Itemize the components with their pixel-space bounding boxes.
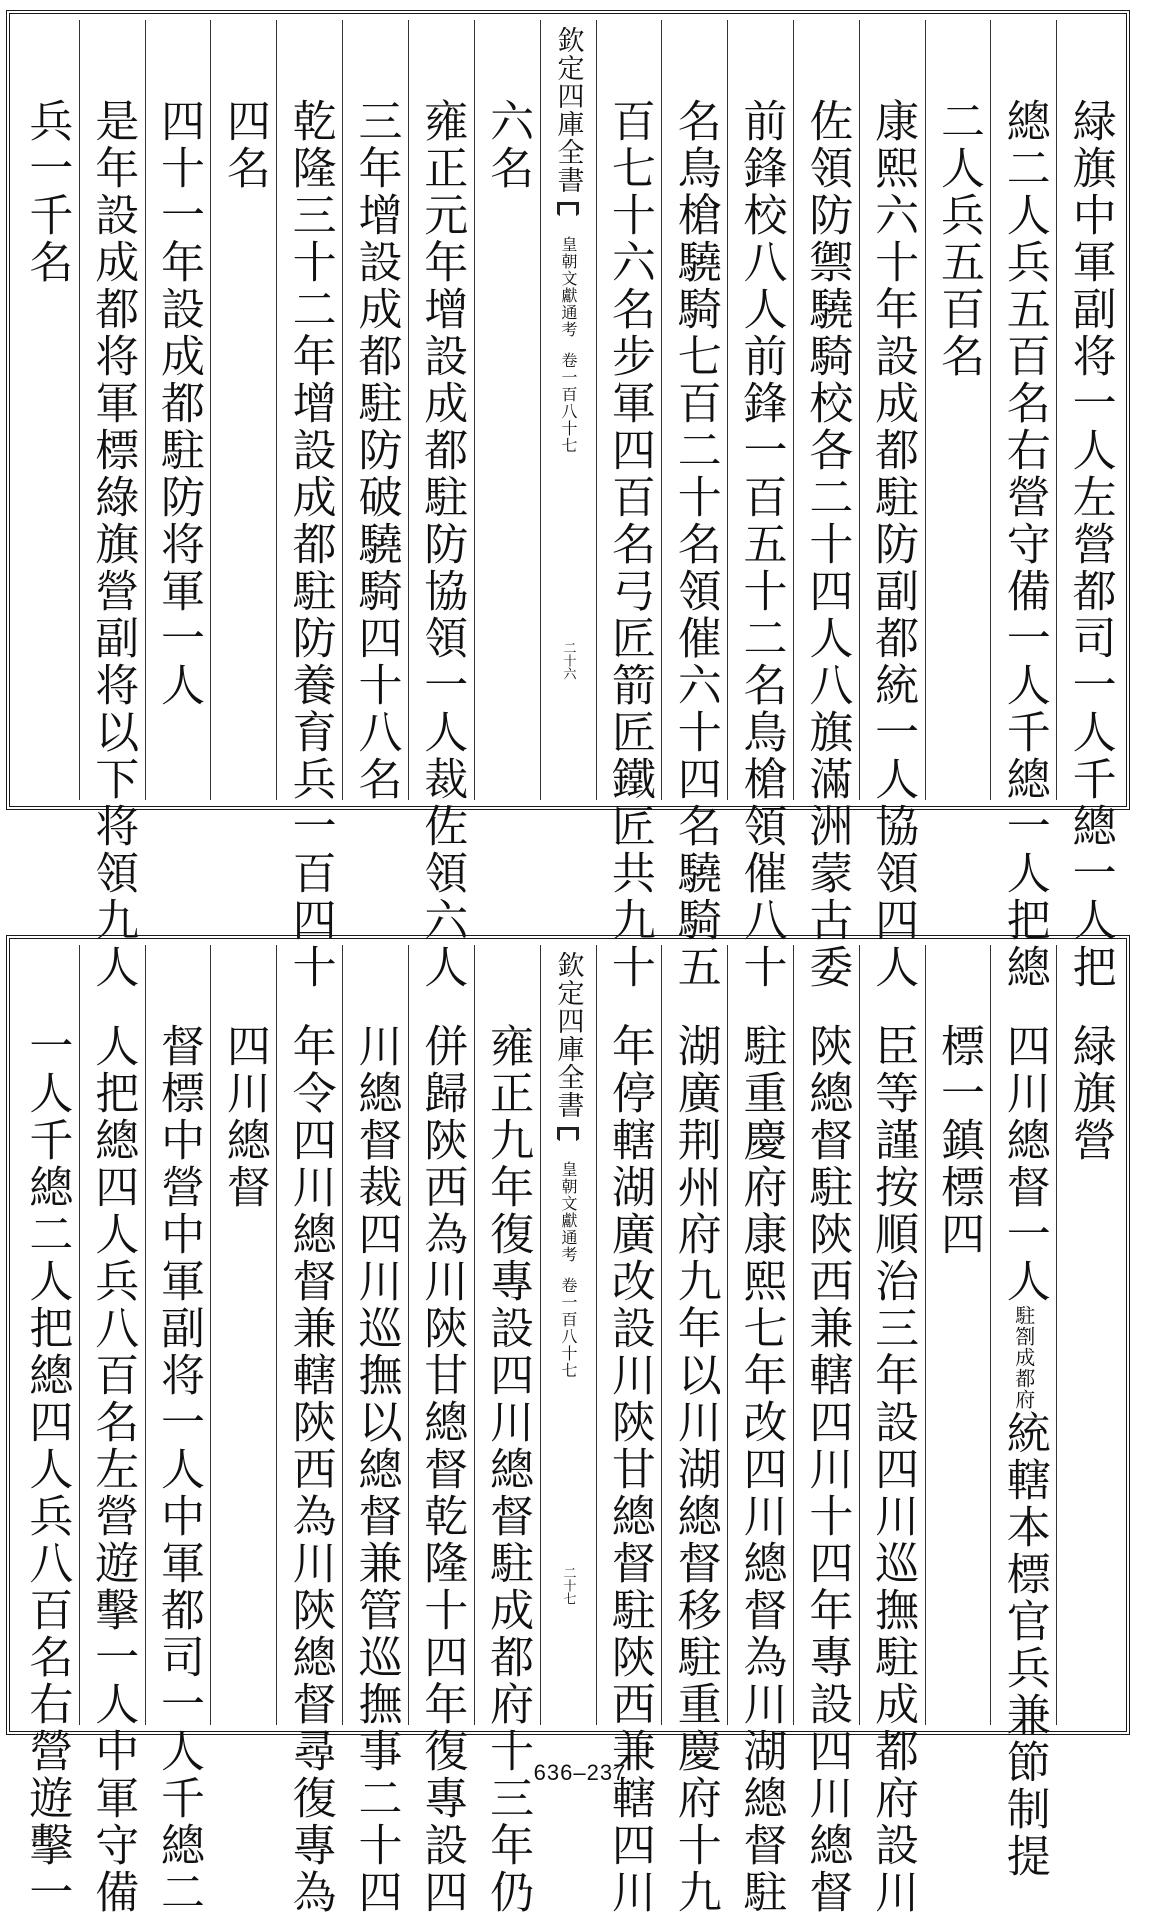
text-column [210, 945, 276, 1725]
column-text: 雍正元年增設成都駐防協領一人裁佐領六人 [416, 98, 468, 991]
upper-page [6, 10, 1130, 991]
column-text: 標一鎮標四 [932, 1023, 984, 1258]
text-column [661, 945, 727, 1916]
center-fold [540, 945, 596, 1725]
column-text: 前鋒校八人前鋒一百五十二名鳥槍領催八十 [735, 98, 787, 991]
text-column [342, 945, 408, 1916]
column-text-tail: 統轄本標官兵兼節制提 [998, 1410, 1050, 1880]
column-text: 是年設成都将軍標綠旗營副将以下将領九人 [87, 98, 139, 991]
column-text: 乾隆三十二年增設成都駐防養育兵一百四十 [284, 98, 336, 991]
column-text: 二人兵五百名 [932, 98, 984, 380]
section-heading: 緑旗營 [1064, 1023, 1116, 1164]
text-column [596, 945, 662, 1916]
text-column [990, 20, 1056, 991]
text-column [408, 20, 474, 991]
text-column [145, 945, 211, 1916]
column-text: 總二人兵五百名右營守備一人千總一人把總 [998, 98, 1050, 991]
text-column [990, 945, 1056, 1880]
text-column [342, 20, 408, 803]
column-text-main: 四川總督一人 [998, 1023, 1050, 1305]
text-columns [14, 20, 1122, 991]
column-text: 陝總督駐陝西兼轄四川十四年專設四川總督 [801, 1023, 853, 1916]
column-text: 一人千總二人把總四人兵八百名右營遊擊一 [21, 1023, 73, 1916]
text-column [408, 945, 474, 1916]
column-text: 督標中營中軍副将一人中軍都司一人千總二 [153, 1023, 205, 1916]
page-footer-number: 636–237 [533, 1760, 627, 1785]
column-text: 年停轄湖廣改設川陝甘總督駐陝西兼轄四川 [603, 1023, 655, 1916]
text-column [793, 20, 859, 991]
text-column [661, 20, 727, 991]
fish-tail-mark-icon [553, 202, 583, 222]
volume-number: 卷一百八十七 [559, 352, 578, 454]
column-text: 四名 [218, 98, 270, 192]
text-column [925, 945, 991, 1725]
text-column [474, 20, 540, 800]
text-column [79, 20, 145, 991]
column-text: 六名 [482, 98, 534, 192]
column-text: 臣等謹按順治三年設四川巡撫駐成都府設川 [867, 1023, 919, 1916]
column-text: 駐重慶府康熙七年改四川總督為川湖總督駐 [735, 1023, 787, 1916]
column-text: 年令四川總督兼轄陝西為川陝總督尋復專為 [284, 1023, 336, 1916]
text-column [1056, 945, 1122, 1725]
column-text: 緑旗中軍副将一人左營都司一人千總一人把 [1064, 98, 1116, 991]
column-text: 雍正九年復專設四川總督駐成都府十三年仍 [482, 1023, 534, 1916]
fish-tail-mark-icon [553, 1127, 583, 1147]
text-column [1056, 20, 1122, 991]
column-text: 佐領防禦驍騎校各二十四人八旗滿洲蒙古委 [801, 98, 853, 991]
text-column [727, 945, 793, 1916]
column-text [998, 1023, 1050, 1880]
text-column [276, 20, 342, 991]
text-column [14, 20, 79, 800]
column-text: 湖廣荆州府九年以川湖總督移駐重慶府十九 [669, 1023, 721, 1916]
column-text: 康熙六十年設成都駐防副都統一人協領四人 [867, 98, 919, 991]
column-text: 四十一年設成都駐防将軍一人 [153, 98, 205, 709]
column-text: 川總督裁四川巡撫以總督兼管巡撫事二十四 [350, 1023, 402, 1916]
book-title: 欽定四庫全書 [552, 951, 584, 1119]
text-column [145, 20, 211, 800]
column-text: 名鳥槍驍騎七百二十名領催六十四名驍騎五 [669, 98, 721, 991]
text-column [79, 945, 145, 1916]
source-title: 皇朝文獻通考 [559, 1161, 578, 1263]
column-text: 人把總四人兵八百名左營遊擊一人中軍守備 [87, 1023, 139, 1916]
volume-number: 卷一百八十七 [559, 1277, 578, 1379]
text-column [793, 945, 859, 1916]
text-column [859, 20, 925, 991]
text-column [596, 20, 662, 991]
text-column [727, 20, 793, 991]
column-text: 兵一千名 [21, 98, 73, 286]
text-column [210, 20, 276, 800]
source-title: 皇朝文獻通考 [559, 236, 578, 338]
text-column [859, 945, 925, 1916]
section-heading: 四川總督 [218, 1023, 270, 1211]
interlinear-note: 駐劄成都府 [1011, 1305, 1036, 1410]
book-title: 欽定四庫全書 [552, 26, 584, 194]
text-column [14, 945, 79, 1916]
center-fold [540, 20, 596, 800]
column-text: 三年增設成都駐防破驍騎四十八名 [350, 98, 402, 803]
text-column [474, 945, 540, 1916]
text-column [925, 20, 991, 800]
leaf-number: 二十六 [560, 641, 576, 680]
leaf-number: 二十七 [560, 1566, 576, 1605]
column-text: 百七十六名步軍四百名弓匠箭匠鐵匠共九十 [603, 98, 655, 991]
column-text: 併歸陝西為川陝甘總督乾隆十四年復專設四 [416, 1023, 468, 1916]
text-column [276, 945, 342, 1916]
